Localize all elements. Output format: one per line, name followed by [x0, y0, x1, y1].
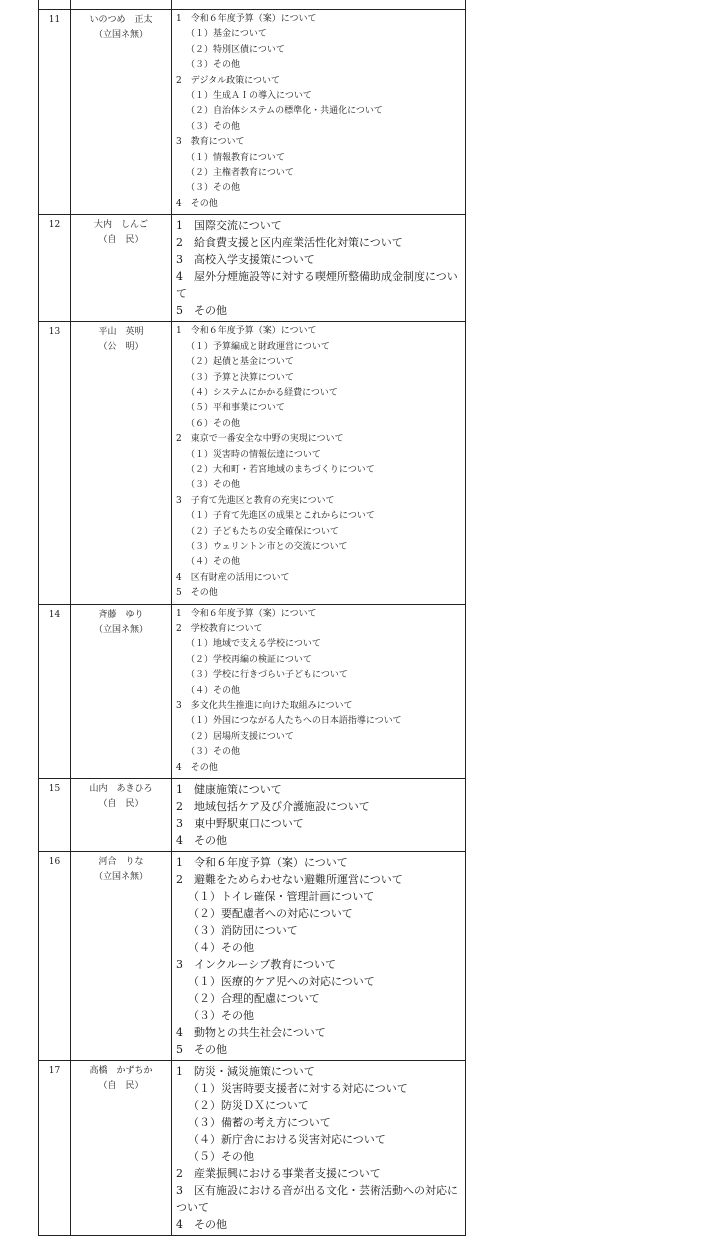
- table-row: [39, 322, 466, 604]
- question-subitem: （２）起債と基金について: [186, 357, 294, 368]
- question-subitem: （４）その他: [188, 941, 254, 955]
- question-item: 3 区有施設における音が出る文化・芸術活動への対応について: [176, 1184, 458, 1215]
- question-items: [172, 10, 466, 215]
- question-item: 5 その他: [176, 304, 227, 318]
- question-subitem: （３）その他: [186, 121, 241, 132]
- question-subitem: （３）学校に行きづらい子どもについて: [186, 670, 348, 681]
- question-item: 4 その他: [176, 834, 227, 848]
- speaker-name: 河合 りな: [98, 857, 144, 868]
- question-subitem: （４）システムにかかる経費について: [186, 387, 338, 398]
- entry-number: 17: [39, 1061, 71, 1236]
- speaker-cell: [71, 852, 172, 1061]
- entry-number: 11: [39, 10, 71, 215]
- question-subitem: （２）居場所支援について: [186, 731, 294, 742]
- question-subitem: （１）生成ＡＩの導入について: [186, 91, 312, 102]
- question-subitem: （３）予算と決算について: [186, 372, 294, 383]
- question-item: 2 地域包括ケア及び介護施設について: [176, 800, 370, 814]
- question-subitem: （２）合理的配慮について: [188, 992, 320, 1006]
- question-item: 4 動物との共生社会について: [176, 1026, 326, 1040]
- speaker-party: （立国ネ無）: [93, 624, 148, 635]
- question-subitem: （３）ウェリントン市との交流について: [186, 541, 348, 552]
- question-item: 3 多文化共生推進に向けた取組みについて: [176, 701, 353, 712]
- question-subitem: （３）その他: [186, 60, 241, 71]
- question-subitem: （５）平和事業について: [186, 403, 285, 414]
- question-item: 3 子育て先進区と教育の充実について: [176, 495, 335, 506]
- question-item: 2 東京で一番安全な中野の実現について: [176, 434, 344, 445]
- speaker-party: （立国ネ無）: [93, 872, 148, 883]
- question-item: 3 教育について: [176, 137, 245, 148]
- question-item: 4 その他: [176, 762, 218, 773]
- entry-number: 15: [39, 779, 71, 852]
- question-items: [172, 779, 466, 852]
- question-subitem: （２）防災ＤＸについて: [188, 1099, 309, 1113]
- question-subitem: （５）その他: [188, 1150, 254, 1164]
- question-subitem: （６）その他: [186, 418, 241, 429]
- speaker-name: 山内 あきひろ: [89, 784, 153, 795]
- question-item: 2 避難をためらわせない避難所運営について: [176, 873, 403, 887]
- speaker-cell: [71, 604, 172, 778]
- speaker-name: 大内 しんご: [93, 220, 148, 231]
- question-subitem: （１）基金について: [186, 29, 267, 40]
- table-row: [39, 604, 466, 778]
- question-subitem: （１）災害時の情報伝達について: [186, 449, 321, 460]
- question-items: [172, 604, 466, 778]
- question-items: [172, 215, 466, 322]
- question-subitem: （２）特別区債について: [186, 44, 285, 55]
- question-table: [38, 0, 466, 1236]
- question-item: 4 区有財産の活用について: [176, 572, 290, 583]
- question-item: 5 その他: [176, 1043, 227, 1057]
- table-row: [39, 779, 466, 852]
- question-item: 1 令和６年度予算（案）について: [176, 856, 348, 870]
- question-subitem: （２）子どもたちの安全確保について: [186, 526, 339, 537]
- question-subitem: （１）医療的ケア児への対応について: [188, 975, 375, 989]
- table-row: [39, 852, 466, 1061]
- speaker-cell: [71, 322, 172, 604]
- question-item: 2 学校教育について: [176, 624, 263, 634]
- question-subitem: （１）トイレ確保・管理計画について: [188, 890, 375, 904]
- entry-number: 16: [39, 852, 71, 1061]
- speaker-party: （公 明）: [98, 342, 144, 353]
- question-item: 1 国際交流について: [176, 219, 282, 233]
- question-item: 3 インクルーシブ教育について: [176, 958, 337, 972]
- question-subitem: （３）備蓄の考え方について: [188, 1116, 331, 1130]
- question-item: 1 令和６年度予算（案）について: [176, 14, 317, 24]
- speaker-name: いのつめ 正太: [89, 15, 153, 25]
- question-item: 1 防災・減災施策について: [176, 1065, 315, 1079]
- question-subitem: （４）新庁舎における災害対応について: [188, 1133, 386, 1147]
- question-subitem: （２）学校再編の検証について: [186, 654, 312, 665]
- question-subitem: （１）子育て先進区の成果とこれからについて: [186, 511, 375, 522]
- question-item: 1 健康施策について: [176, 783, 282, 797]
- question-items: [172, 852, 466, 1061]
- question-subitem: （２）大和町・若宮地域のまちづくりについて: [186, 464, 375, 475]
- question-item: 1 令和６年度予算（案）について: [176, 608, 317, 619]
- table-row: [39, 215, 466, 322]
- question-item: 4 その他: [176, 1218, 227, 1232]
- question-subitem: （１）予算編成と財政運営について: [186, 341, 330, 352]
- question-subitem: （３）消防団について: [188, 924, 298, 938]
- question-subitem: （２）要配慮者への対応について: [188, 907, 353, 921]
- entry-number: 14: [39, 604, 71, 778]
- speaker-cell: [71, 1061, 172, 1236]
- question-items: [172, 322, 466, 604]
- entry-number: 13: [39, 322, 71, 604]
- speaker-cell: [71, 10, 172, 215]
- question-subitem: （１）情報教育について: [186, 152, 285, 163]
- question-item: 2 給食費支援と区内産業活性化対策について: [176, 236, 403, 250]
- question-subitem: （３）その他: [186, 183, 241, 194]
- table-row-previous: [39, 0, 466, 10]
- speaker-cell: [71, 215, 172, 322]
- table-row: [39, 10, 466, 215]
- question-subitem: （２）自治体システムの標準化・共通化について: [186, 106, 383, 117]
- question-item: 3 高校入学支援策について: [176, 253, 315, 267]
- question-item: 1 令和６年度予算（案）について: [176, 326, 317, 337]
- question-item: 2 デジタル政策について: [176, 75, 281, 86]
- question-items: [172, 1061, 466, 1236]
- question-item: 4 その他: [176, 198, 218, 209]
- question-subitem: （３）その他: [188, 1009, 254, 1023]
- table-row: [39, 1061, 466, 1236]
- question-list-document: [38, 0, 466, 1236]
- speaker-cell: [71, 779, 172, 852]
- speaker-name: 高橋 かずちか: [89, 1066, 153, 1077]
- speaker-party: （自 民）: [98, 799, 144, 810]
- question-subitem: （１）地域で支える学校について: [186, 639, 321, 650]
- question-subitem: （２）主権者教育について: [186, 168, 294, 179]
- speaker-name: 斉藤 ゆり: [98, 609, 144, 620]
- question-item: 4 屋外分煙施設等に対する喫煙所整備助成金制度について: [176, 270, 458, 301]
- question-subitem: （１）災害時要支援者に対する対応について: [188, 1082, 408, 1096]
- speaker-party: （自 民）: [98, 235, 144, 246]
- question-subitem: （１）外国につながる人たちへの日本語指導について: [186, 716, 402, 727]
- speaker-party: （立国ネ無）: [93, 30, 148, 40]
- speaker-party: （自 民）: [98, 1081, 144, 1092]
- question-subitem: （４）その他: [186, 685, 241, 696]
- question-subitem: （４）その他: [186, 557, 241, 568]
- entry-number: 12: [39, 215, 71, 322]
- question-item: 2 産業振興における事業者支援について: [176, 1167, 381, 1181]
- speaker-name: 平山 英明: [98, 327, 144, 338]
- question-subitem: （３）その他: [186, 480, 241, 491]
- question-item: 5 その他: [176, 588, 218, 599]
- question-item: 3 東中野駅東口について: [176, 817, 304, 831]
- question-subitem: （３）その他: [186, 747, 241, 758]
